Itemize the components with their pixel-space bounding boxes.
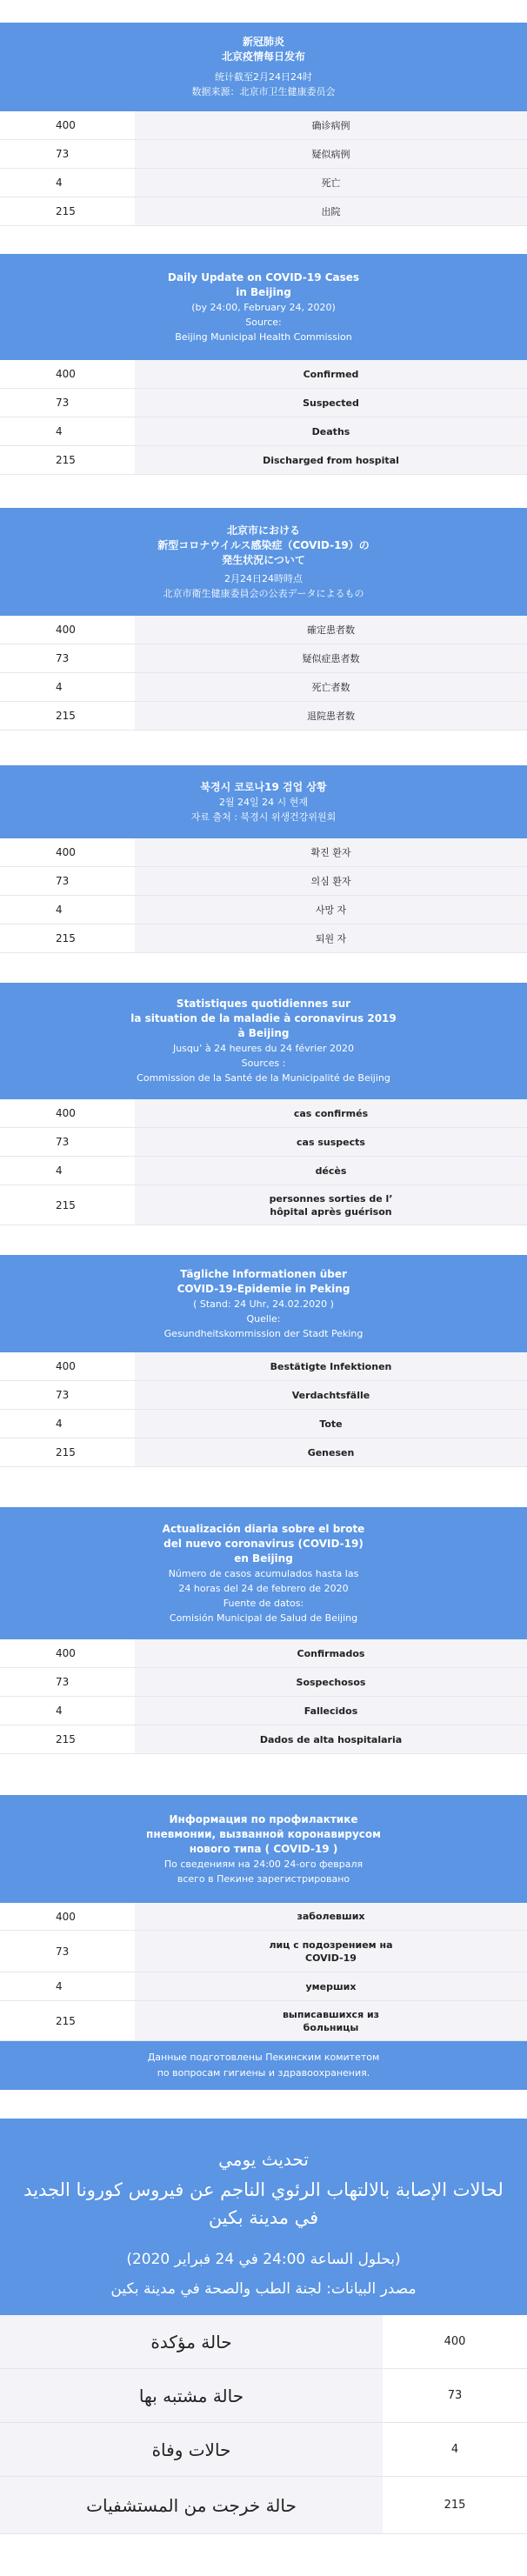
ru-label: лиц с подозрением на COVID-19 [269,1939,393,1964]
zh-num: 73 [0,140,135,168]
fr-row-discharged [0,1185,527,1225]
ar-row-suspected [0,2369,527,2423]
es-title-3: en Beijing [234,1552,293,1565]
de-row-deaths [0,1410,527,1438]
zh-row-discharged [0,197,527,226]
ru-row-suspected [0,1931,527,1972]
fr-sub-1: Jusqu’ à 24 heures du 24 février 2020 [172,1043,355,1054]
ru-num: 4 [0,1972,135,2000]
de-title-2: COVID-19-Epidemie in Peking [177,1282,350,1295]
en-label: Confirmed [303,368,359,380]
ar-num: 4 [383,2423,527,2476]
fr-row-deaths [0,1157,527,1185]
fr-label: personnes sorties de l’ hôpital après guérison [269,1192,393,1218]
ja-sub-2: 北京市衛生健康委員会の公表データによるもの [163,587,364,599]
ko-label: 의심 환자 [310,875,351,887]
ru-num: 73 [0,1931,135,1972]
fr-title-3: à Beijing [237,1027,290,1039]
ja-num: 215 [0,702,135,730]
ko-sub-1: 2월 24일 24 시 현재 [218,796,309,808]
de-sub-1: ( Stand: 24 Uhr, 24.02.2020 ) [193,1298,334,1310]
es-sub-4: Comisión Municipal de Salud de Beijing [169,1612,358,1624]
en-sub-2: Source: [245,316,282,328]
de-label: Verdachtsfälle [291,1389,370,1401]
zh-num: 215 [0,197,135,225]
ar-label: حالة مؤكدة [150,2331,232,2352]
ja-row-deaths [0,673,527,702]
es-num: 4 [0,1697,135,1725]
de-sub-2: Quelle: [246,1312,281,1325]
ru-label: умерших [305,1980,357,1992]
zh-header [0,23,527,111]
fr-row-suspected [0,1128,527,1157]
fr-sub-3: Commission de la Santé de la Municipalité de Beijing [137,1072,390,1084]
es-num: 73 [0,1668,135,1696]
de-sub-3: Gesundheitskommission der Stadt Peking [163,1327,364,1339]
fr-header [0,983,527,1099]
es-sub-1: Número de casos acumulados hasta las [168,1567,359,1579]
es-label: Fallecidos [304,1705,358,1717]
ja-num: 73 [0,644,135,672]
ar-title-3: في مدينة بكين [208,2207,319,2228]
zh-sub-2: 数据来源：北京市卫生健康委员会 [191,86,336,97]
en-title-1: Daily Update on COVID-19 Cases [167,270,360,284]
zh-row-confirmed [0,111,527,140]
ja-title-2: 新型コロナウイルス感染症（COVID-19）の [157,538,370,551]
ru-label: заболевших [297,1911,365,1922]
fr-num: 4 [0,1157,135,1185]
zh-num: 4 [0,169,135,197]
ar-title-2: لحالات الإصابة بالالتهاب الرئوي الناجم عن فيروس كورونا الجديد [23,2179,504,2200]
en-label: Suspected [303,397,359,409]
zh-num: 400 [0,111,135,139]
de-label: Bestätigte Infektionen [270,1360,392,1372]
en-row-discharged [0,446,527,475]
es-row-suspected [0,1668,527,1697]
ru-note-2: по вопросам гигиены и здравоохранения. [157,2067,370,2079]
en-sub-1: (by 24:00, February 24, 2020) [191,301,336,313]
zh-label: 死亡 [321,177,341,189]
ru-num: 400 [0,1903,135,1930]
ar-sub-1: (بحلول الساعة 24:00 في 24 فبراير 2020) [126,2251,401,2268]
en-label: Discharged from hospital [263,454,399,466]
de-header [0,1255,527,1352]
ru-note-1: Данные подготовлены Пекинским комитетом [147,2052,380,2063]
ru-title-1: Информация по профилактике [169,1812,358,1825]
ar-label: حالات وفاة [151,2439,231,2460]
fr-row-confirmed [0,1099,527,1128]
en-row-confirmed [0,360,527,389]
ja-label: 退院患者数 [307,710,355,722]
es-row-deaths [0,1697,527,1725]
ru-sub-1: По сведениям на 24:00 24-ого февраля [163,1858,364,1870]
ko-header [0,765,527,838]
ar-label: حالة خرجت من المستشفيات [86,2494,297,2516]
es-header [0,1507,527,1639]
de-label: Tote [319,1418,343,1430]
ko-sub-2: 자료 출처 : 북경시 위생건강위원회 [190,811,337,823]
en-num: 400 [0,360,135,388]
ko-num: 215 [0,924,135,952]
ko-num: 400 [0,838,135,866]
es-row-confirmed [0,1639,527,1668]
de-num: 400 [0,1352,135,1380]
ru-row-confirmed [0,1903,527,1931]
es-sub-2: 24 horas del 24 de febrero de 2020 [178,1582,349,1594]
ko-row-confirmed [0,838,527,867]
ko-label: 퇴원 자 [315,932,347,944]
en-label: Deaths [311,425,350,437]
ru-row-deaths [0,1972,527,2001]
ko-title-1: 북경시 코로나19 검업 상황 [200,780,327,793]
ru-sub-2: всего в Пекине зарегистрировано [177,1872,350,1885]
ja-num: 400 [0,616,135,644]
ru-footer-note [0,2041,527,2090]
es-title-1: Actualización diaria sobre el brote [162,1522,365,1535]
fr-label: décès [315,1165,347,1177]
ko-num: 4 [0,896,135,924]
ja-row-confirmed [0,616,527,644]
zh-row-suspected [0,140,527,169]
zh-label: 确诊病例 [311,119,350,131]
ko-label: 사망 자 [315,904,347,916]
fr-num: 73 [0,1128,135,1156]
de-row-discharged [0,1438,527,1467]
ko-row-suspected [0,867,527,896]
fr-label: cas confirmés [293,1107,369,1119]
es-title-2: del nuevo coronavirus (COVID-19) [163,1537,364,1550]
ar-num: 73 [383,2369,527,2422]
en-sub-3: Beijing Municipal Health Commission [175,330,352,343]
en-header [0,254,527,360]
zh-label: 出院 [321,205,341,217]
de-num: 4 [0,1410,135,1438]
ja-label: 疑似症患者数 [302,652,360,664]
ar-num: 400 [383,2315,527,2368]
fr-title-1: Statistiques quotidiennes sur [176,998,351,1010]
en-row-suspected [0,389,527,417]
ar-header [0,2119,527,2315]
en-num: 73 [0,389,135,417]
es-sub-3: Fuente de datos: [223,1597,304,1609]
es-label: Sospechosos [296,1676,366,1688]
ar-row-confirmed [0,2315,527,2369]
zh-title-2: 北京疫情每日发布 [221,50,305,63]
de-row-suspected [0,1381,527,1410]
ja-num: 4 [0,673,135,701]
ar-sub-2: مصدر البيانات: لجنة الطب والصحة في مدينة بكين [110,2280,417,2298]
zh-row-deaths [0,169,527,197]
ja-label: 死亡者数 [311,681,350,693]
fr-sub-2: Sources : [241,1058,286,1069]
ru-num: 215 [0,2001,135,2040]
zh-sub-1: 统计截至2月24日24时 [215,71,312,83]
en-row-deaths [0,417,527,446]
ko-label: 확진 환자 [310,846,351,858]
ja-title-1: 北京市における [226,524,300,537]
en-num: 215 [0,446,135,474]
de-row-confirmed [0,1352,527,1381]
ja-row-discharged [0,702,527,731]
ru-row-discharged [0,2001,527,2041]
zh-title-1: 新冠肺炎 [242,36,284,48]
ko-row-deaths [0,896,527,924]
en-title-2: in Beijing [236,285,291,298]
ru-title-2: пневмонии, вызванной коронавирусом [146,1827,381,1840]
ar-num: 215 [383,2477,527,2533]
zh-label: 疑似病例 [311,148,350,160]
ko-num: 73 [0,867,135,895]
de-label: Genesen [307,1446,355,1458]
ja-label: 確定患者数 [307,624,355,636]
de-num: 73 [0,1381,135,1409]
fr-label: cas suspects [297,1136,365,1148]
ru-title-3: нового типа ( COVID-19 ) [189,1842,338,1855]
de-num: 215 [0,1438,135,1466]
de-title-1: Tägliche Informationen über [180,1267,347,1280]
es-label: Confirmados [297,1647,365,1659]
ja-row-suspected [0,644,527,673]
ja-title-3: 発生状況について [222,553,305,566]
ru-label: выписавшихся из больницы [282,2008,380,2033]
ar-title-1: تحديث يومي [218,2149,309,2170]
fr-num: 215 [0,1185,135,1225]
ar-row-discharged [0,2477,527,2534]
ar-label: حالة مشتبه بها [138,2385,244,2406]
ko-row-discharged [0,924,527,953]
es-num: 400 [0,1639,135,1667]
ru-header [0,1795,527,1903]
ja-header [0,508,527,616]
fr-num: 400 [0,1099,135,1127]
es-row-discharged [0,1725,527,1754]
fr-title-2: la situation de la maladie à coronavirus 2019 [130,1012,397,1024]
en-num: 4 [0,417,135,445]
ar-row-deaths [0,2423,527,2477]
es-num: 215 [0,1725,135,1753]
es-label: Dados de alta hospitalaria [259,1733,403,1745]
ja-sub-1: 2月24日24時時点 [224,572,303,584]
